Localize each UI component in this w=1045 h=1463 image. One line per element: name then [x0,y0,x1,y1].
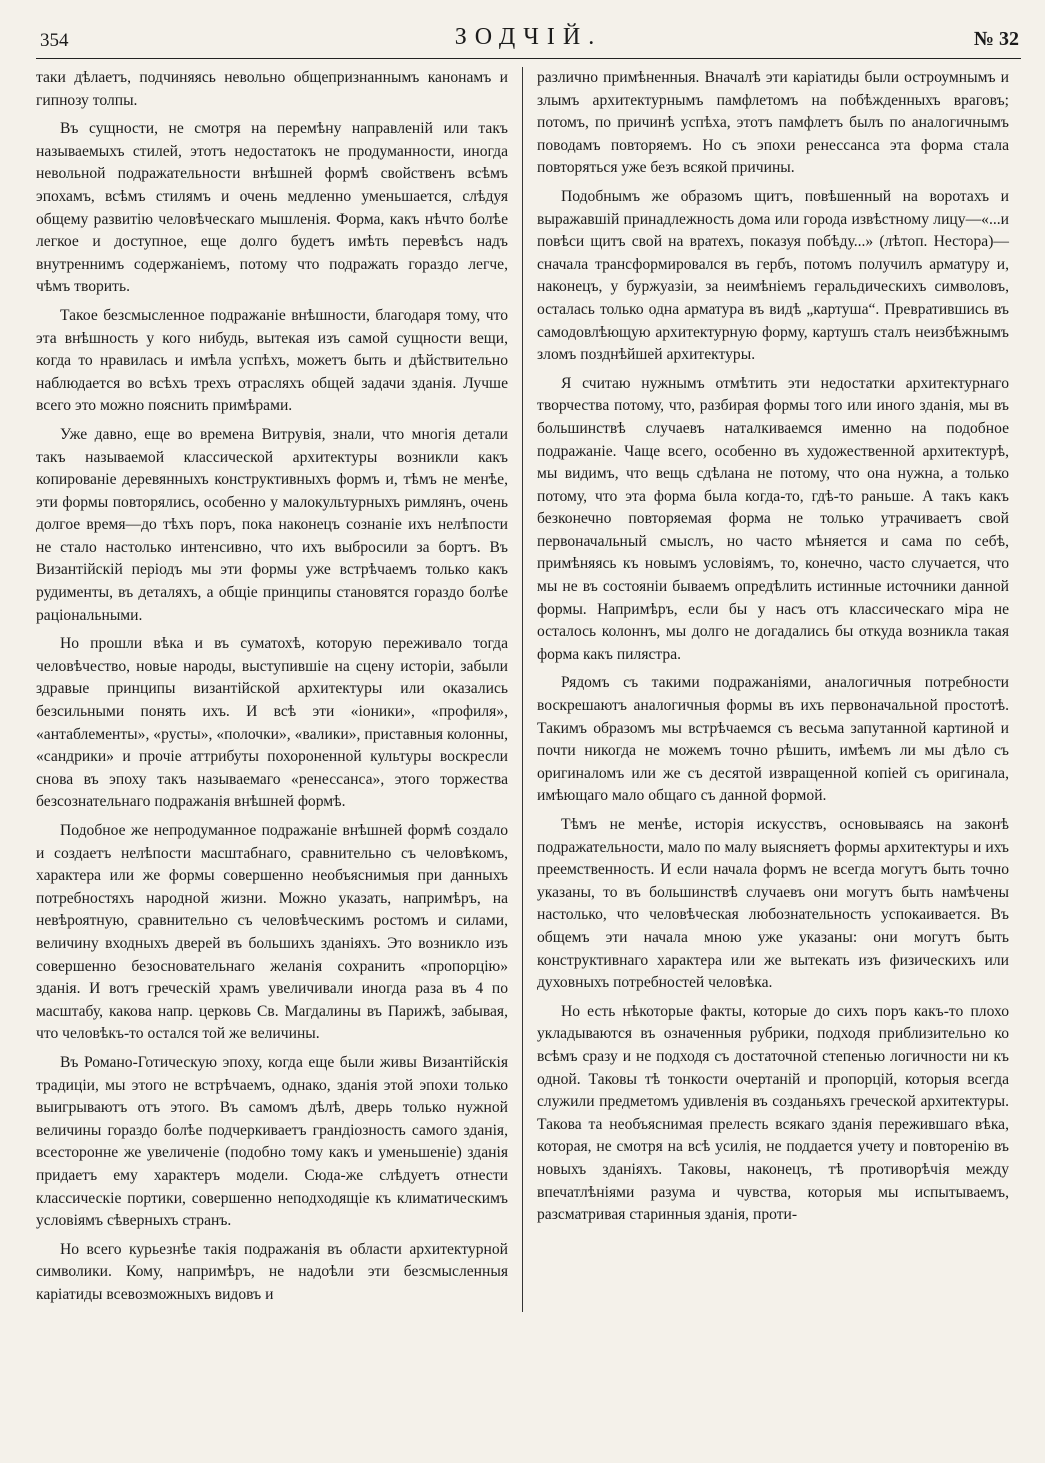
paragraph: Я считаю нужнымъ отмѣтить эти недостатки архитектурнаго творчества потому, что, разбирая формы того или иного зданія, мы въ большинствѣ случаевъ наталкиваемся именно на подобное подражаніе. Чаще всего, особенно въ художественной архитектурѣ, мы видимъ, что вещь сдѣлана не потому, что она нужна, а только потому, что эта форма была когда-то, гдѣ-то раньше. А такъ какъ безконечно повторяемая форма не только утрачиваетъ свой первоначальный смыслъ, но часто мѣняется и сама по себѣ, примѣняясь къ новымъ условіямъ, то, конечно, часто случается, что мы не въ состояніи бываемъ опредѣлить истинные источники данной формы. Напримѣръ, если бы у насъ отъ классическаго міра не осталось колоннъ, мы долго не догадались бы откуда возникла такая форма какъ пилястра. [537,374,1009,663]
paragraph: Но есть нѣкоторые факты, которые до сихъ поръ какъ-то плохо укладываются въ означенныя рубрики, подходя приблизительно ко всѣмъ сразу и не подходя съ достаточной степенью логичности ни къ одной. Таковы тѣ тонкости очертаній и пропорцій, которыя всегда служили предметомъ удивленія въ созданьяхъ греческой архитектуры. Такова та необъяснимая прелесть всякаго зданія пережившаго вѣка, которая, не смотря на всѣ усилія, не поддается учету и повторенію въ новыхъ зданіяхъ. Таковы, наконецъ, тѣ противорѣчія между впечатлѣніями разума и чувства, которыя мы испытываемъ, разсматривая старинныя зданія, проти- [537,1002,1009,1224]
paragraph: Уже давно, еще во времена Витрувія, знали, что многія детали такъ называемой классической архитектуры возникли какъ копированіе деревянныхъ конструктивныхъ формъ и, тѣмъ не менѣе, эти формы повторялись, особенно у малокультурныхъ римлянъ, очень долгое время—до тѣхъ поръ, пока наконецъ сознаніе ихъ нелѣпости не стало настолько интенсивно, что ихъ выбросили за бортъ. Въ Византійскій періодъ мы эти формы уже встрѣчаемъ только какъ рудименты, въ деталяхъ, а общіе принципы становятся гораздо болѣе раціональными. [36,425,508,624]
left-column [36,67,522,1312]
journal-title: ЗОДЧІЙ. [454,24,603,50]
paragraph: Тѣмъ не менѣе, исторія искусствъ, основываясь на законѣ подражательности, мало по малу выясняетъ формы архитектуры и ихъ преемственность. И если начала формъ не всегда могутъ быть точно указаны, то въ большинствѣ случаевъ они могутъ быть намѣчены настолько, что человѣческая любознательность успокаивается. Въ общемъ эти начала мною уже указаны: они могутъ быть конструктивнаго характера или же вытекать изъ физическихъ или духовныхъ потребностей человѣка. [537,816,1009,992]
paragraph: Подобнымъ же образомъ щитъ, повѣшенный на воротахъ и выражавшій принадлежность дома или города извѣстному лицу—«...и повѣси щитъ свой на вратехъ, показуя побѣду...» (лѣтоп. Нестора)—сначала трансформировался въ гербъ, потомъ получилъ арматуру и, наконецъ, у буржуазіи, за неимѣніемъ геральдическихъ символовъ, осталась только одна арматура въ видѣ „картуша“. Превратившись въ самодовлѣющую архитектурную форму, картушъ сталъ неизбѣжнымъ зломъ позднѣйшей архитектуры. [537,187,1009,364]
paragraph: Въ Романо-Готическую эпоху, когда еще были живы Византійскія традиціи, мы этого не встрѣчаемъ, однако, зданія этой эпохи только выигрываютъ отъ этого. Въ самомъ дѣлѣ, дверь только нужной величины гораздо болѣе подчеркиваетъ грандіозность самого зданія, всесторонне же увеличеніе (подобно тому какъ и уменьшеніе) зданія придаетъ ему характеръ модели. Сюда-же слѣдуетъ отнести классическіе портики, совершенно неподходящіе къ климатическимъ условіямъ сѣверныхъ странъ. [36,1053,508,1230]
page-number: 354 [40,30,69,51]
paragraph: Рядомъ съ такими подражаніями, аналогичныя потребности воскрешаютъ аналогичныя формы въ ихъ первоначальной простотѣ. Такимъ образомъ мы встрѣчаемся съ весьма запутанной картиной и почти никогда не можемъ точно рѣшить, имѣемъ ли мы дѣло съ оригиналомъ или же съ десятой извращенной копіей съ оригинала, имѣющаго мало общаго съ данной формой. [537,674,1009,805]
paragraph: Но прошли вѣка и въ суматохѣ, которую переживало тогда человѣчество, новые народы, выступившіе на сцену исторіи, забыли здравые принципы византійской архитектуры или оказались безсильными понять ихъ. И всѣ эти «іоники», «профиля», «антаблементы», «русты», «полочки», «валики», приставныя колонны, «сандрики» и прочіе аттрибуты похороненной культуры воскресли снова въ эпоху такъ называемаго «ренессанса», этого торжества безсознательнаго подражанія внѣшней формѣ. [36,635,508,811]
paragraph: таки дѣлаетъ, подчиняясь невольно общепризнаннымъ канонамъ и гипнозу толпы. [36,69,508,109]
paragraph: Но всего курьезнѣе такія подражанія въ области архитектурной символики. Кому, напримѣръ, не надоѣли эти безсмысленныя каріатиды всевозможныхъ видовъ и [36,1240,508,1303]
issue-number: № 32 [973,28,1019,50]
page-header [36,12,1021,59]
paragraph: Подобное же непродуманное подражаніе внѣшней формѣ создало и создаетъ нелѣпости масштабнаго, сравнительно съ человѣкомъ, характера или же формы совершенно необъяснимыя при данныхъ потребностяхъ народной жизни. Можно указать, напримѣръ, на невѣроятную, сравнительно съ человѣческимъ ростомъ и силами, величину входныхъ дверей въ большихъ зданіяхъ. Это возникло изъ совершенно безосновательнаго желанія сохранить «пропорцію» зданія. И вотъ греческій храмъ увеличивали иногда раза въ 4 по масштабу, какова напр. церковь Св. Магдалины въ Парижѣ, забывая, что человѣкъ-то остался той же величины. [36,822,508,1043]
paragraph: Въ сущности, не смотря на перемѣну направленій или такъ называемыхъ стилей, этотъ недостатокъ не продуманности, иногда невольной подражательности внѣшней формѣ свойственъ всѣмъ эпохамъ, всѣмъ стилямъ и очень медленно уменьшается, слѣдуя общему развитію человѣческаго мышленія. Форма, какъ нѣчто болѣе легкое и доступное, еще долго будетъ имѣть перевѣсъ надъ внутреннимъ содержаніемъ, потому что подражать гораздо легче, чѣмъ творить. [36,120,508,296]
paragraph: различно примѣненныя. Вначалѣ эти каріатиды были остроумнымъ и злымъ архитектурнымъ памфлетомъ на побѣжденныхъ враговъ; потомъ, по причинѣ успѣха, этотъ памфлетъ былъ по аналогичнымъ поводамъ повторяемъ. Но съ эпохи ренессанса эта форма стала повторяться уже безъ всякой причины. [537,69,1009,177]
text-columns [36,67,1021,1312]
right-column [523,67,1009,1312]
paragraph: Такое безсмысленное подражаніе внѣшности, благодаря тому, что эта внѣшность у кого нибудь, вытекая изъ самой сущности вещи, когда то нравилась и имѣла успѣхъ, можетъ быть и дѣйствительно наблюдается во всѣхъ трехъ отрасляхъ общей задачи зданія. Лучше всего это можно пояснить примѣрами. [36,306,508,415]
